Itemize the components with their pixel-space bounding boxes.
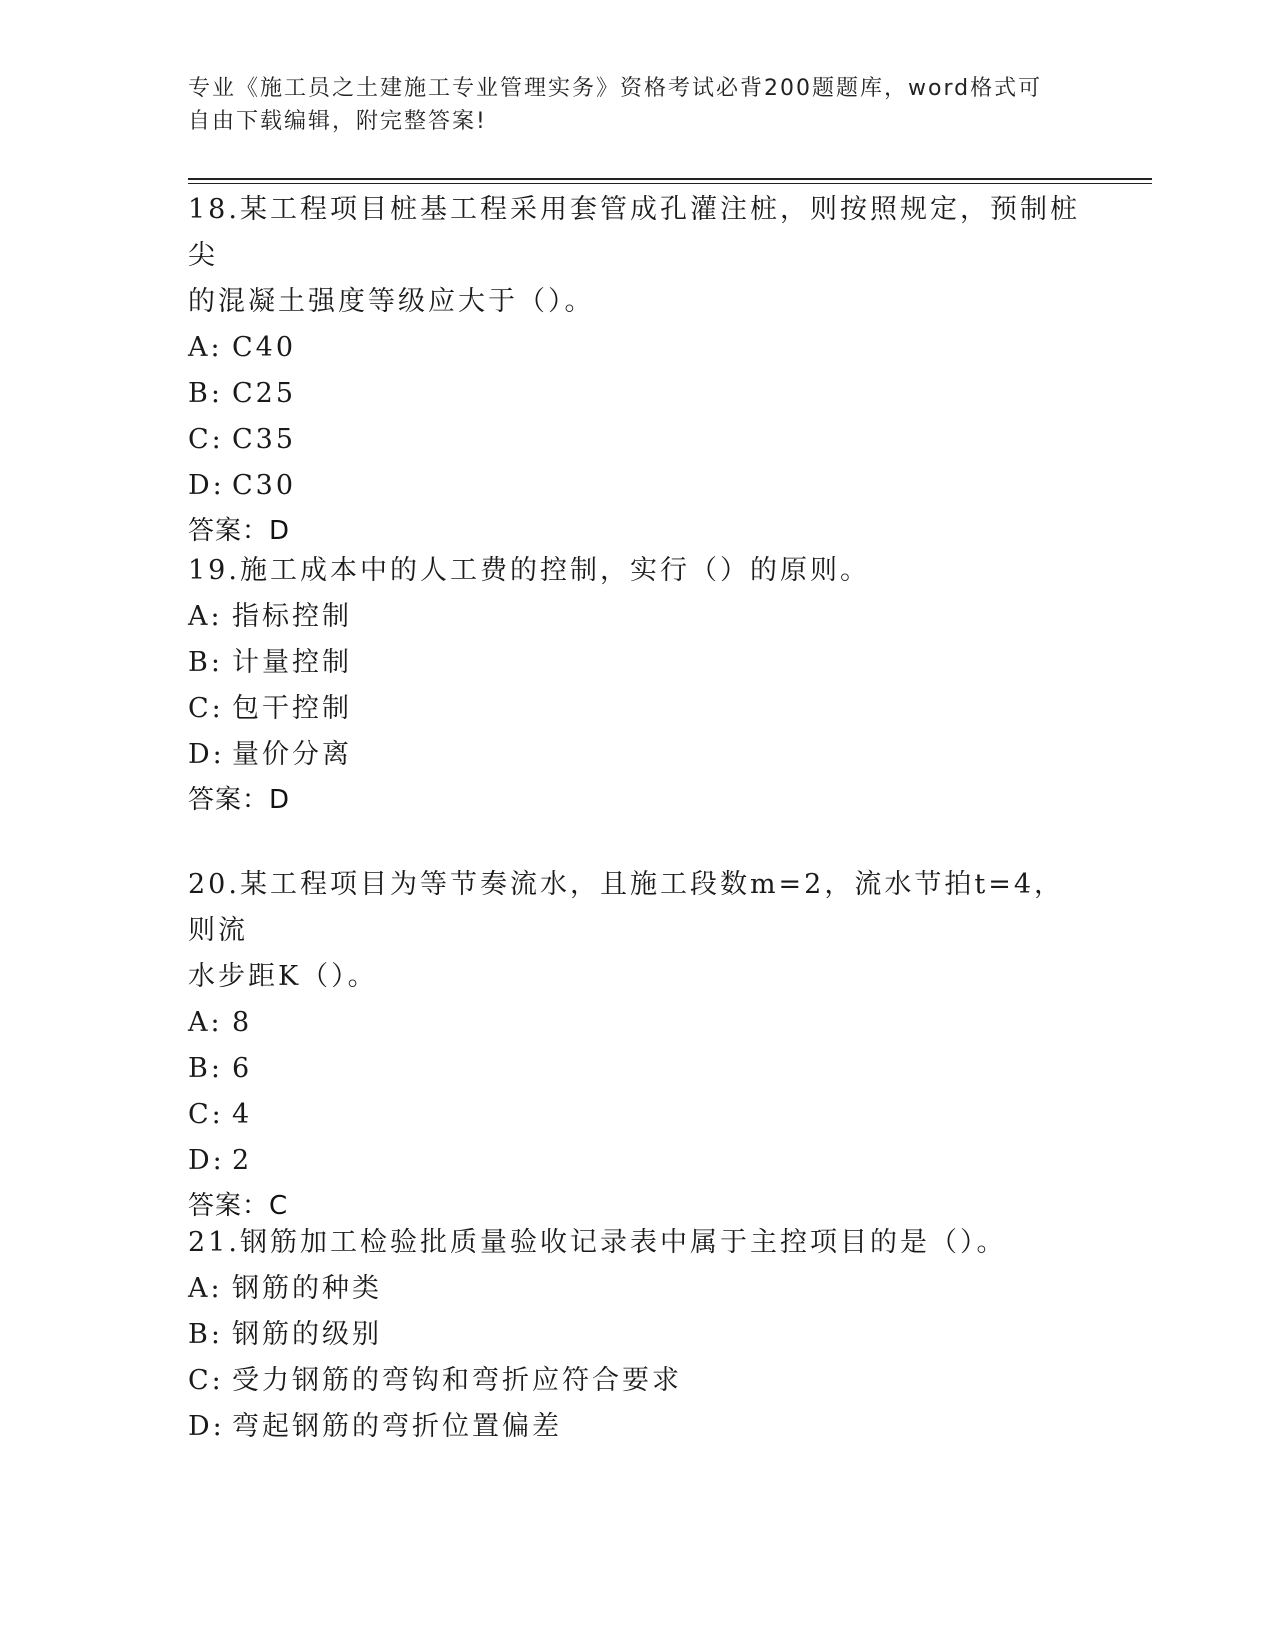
question-stem-line: 19.施工成本中的人工费的控制，实行（）的原则。 (188, 555, 870, 586)
option-a (188, 594, 1088, 640)
question-stem (188, 548, 1088, 594)
option-text: 指标控制 (232, 601, 352, 632)
option-text: 2 (232, 1145, 253, 1176)
question-20 (188, 862, 1088, 1228)
option-b (188, 640, 1088, 686)
option-letter: A: (188, 1273, 223, 1304)
option-text: C35 (232, 424, 297, 455)
option-a (188, 1000, 1088, 1046)
option-c (188, 686, 1088, 732)
header-line-1: 专业《施工员之土建施工专业管理实务》资格考试必背200题题库，word格式可 (188, 76, 1043, 101)
option-d (188, 1404, 1088, 1450)
option-letter: C: (188, 424, 224, 455)
option-text: 钢筋的级别 (232, 1319, 382, 1350)
option-text: 6 (232, 1053, 253, 1084)
option-b (188, 1046, 1088, 1092)
option-b (188, 1312, 1088, 1358)
option-letter: B: (188, 1319, 223, 1350)
option-text: 包干控制 (232, 693, 352, 724)
option-letter: A: (188, 601, 223, 632)
question-stem (188, 862, 1088, 1000)
option-letter: B: (188, 647, 223, 678)
option-d (188, 732, 1088, 778)
option-letter: B: (188, 1053, 223, 1084)
option-letter: D: (188, 1411, 225, 1442)
option-text: 8 (232, 1007, 253, 1038)
question-stem (188, 1220, 1088, 1266)
option-letter: C: (188, 693, 224, 724)
option-text: C25 (232, 378, 297, 409)
document-header (188, 72, 1088, 138)
question-stem (188, 187, 1088, 325)
option-a (188, 1266, 1088, 1312)
option-letter: A: (188, 332, 223, 363)
answer: 答案：D (188, 785, 291, 815)
header-line-2: 自由下载编辑，附完整答案! (188, 109, 487, 134)
option-text: 计量控制 (232, 647, 352, 678)
option-text: C30 (232, 470, 297, 501)
option-b (188, 371, 1088, 417)
option-text: 4 (232, 1099, 253, 1130)
option-d (188, 463, 1088, 509)
option-text: 钢筋的种类 (232, 1273, 382, 1304)
option-text: 弯起钢筋的弯折位置偏差 (232, 1411, 562, 1442)
option-text: 量价分离 (232, 739, 352, 770)
question-stem-line: 20.某工程项目为等节奏流水，且施工段数m=2，流水节拍t=4，则流 (188, 869, 1064, 946)
option-text: C40 (232, 332, 297, 363)
option-c (188, 417, 1088, 463)
answer: 答案：D (188, 516, 291, 546)
question-stem-line: 的混凝土强度等级应大于（）。 (188, 286, 595, 317)
header-divider (188, 178, 1152, 184)
option-a (188, 325, 1088, 371)
question-19 (188, 548, 1088, 822)
question-stem-line: 21.钢筋加工检验批质量验收记录表中属于主控项目的是（）。 (188, 1227, 1007, 1258)
option-letter: A: (188, 1007, 223, 1038)
option-d (188, 1138, 1088, 1184)
option-letter: D: (188, 1145, 225, 1176)
option-letter: D: (188, 470, 225, 501)
option-letter: B: (188, 378, 223, 409)
option-text: 受力钢筋的弯钩和弯折应符合要求 (232, 1365, 682, 1396)
option-c (188, 1092, 1088, 1138)
question-stem-line: 水步距K（）。 (188, 961, 378, 992)
question-18 (188, 187, 1088, 553)
option-c (188, 1358, 1088, 1404)
option-letter: C: (188, 1365, 224, 1396)
answer: 答案：C (188, 1191, 289, 1221)
question-stem-line: 18.某工程项目桩基工程采用套管成孔灌注桩，则按照规定，预制桩尖 (188, 194, 1080, 271)
question-21 (188, 1220, 1088, 1450)
option-letter: D: (188, 739, 225, 770)
option-letter: C: (188, 1099, 224, 1130)
